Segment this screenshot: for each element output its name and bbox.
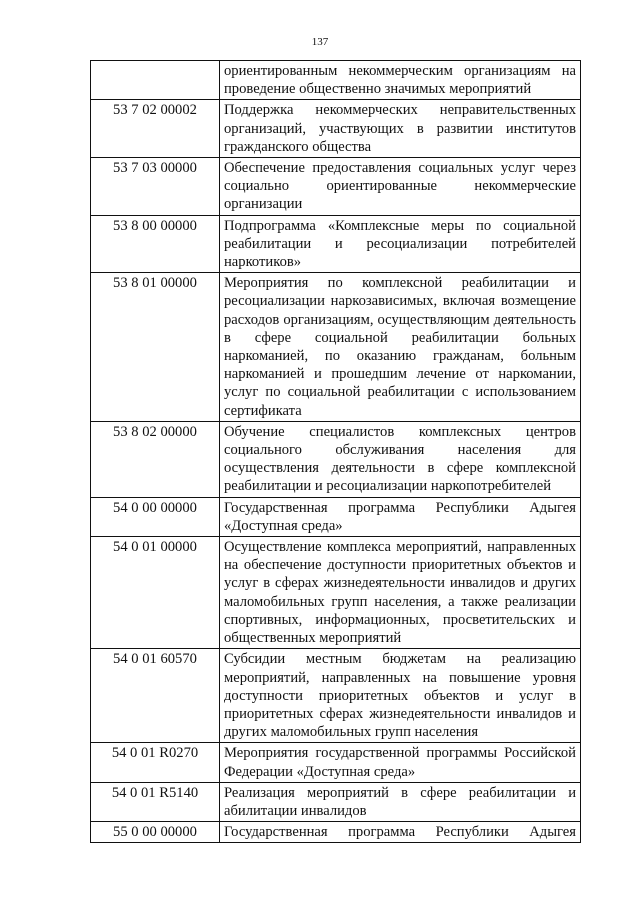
- row-code: 53 7 03 00000: [91, 158, 220, 216]
- row-description: Осуществление комплекса мероприятий, направленных на обеспечение доступности приоритетных объектов и услуг в сферах жизнедеятельности инвалидов и других маломобильных групп населения, а также реализации спортивных, информационных, просветительских и общественных мероприятий: [220, 537, 581, 649]
- budget-classification-table: [90, 60, 581, 843]
- table-row: [91, 158, 581, 216]
- table-row: [91, 421, 581, 497]
- row-description: Поддержка некоммерческих неправительственных организаций, участвующих в развитии институтов гражданского общества: [220, 100, 581, 158]
- row-description: Реализация мероприятий в сфере реабилитации и абилитации инвалидов: [220, 782, 581, 821]
- page-number: 137: [311, 36, 329, 48]
- row-description: Мероприятия государственной программы Российской Федерации «Доступная среда»: [220, 743, 581, 782]
- table-row: [91, 273, 581, 422]
- row-code: 53 7 02 00002: [91, 100, 220, 158]
- row-code: 54 0 01 R5140: [91, 782, 220, 821]
- row-description: Государственная программа Республики Адыгея «Доступная среда»: [220, 497, 581, 536]
- table-row: [91, 215, 581, 273]
- table-row: [91, 822, 581, 843]
- row-description: Обеспечение предоставления социальных услуг через социально ориентированные некоммерческие организации: [220, 158, 581, 216]
- table-row: [91, 100, 581, 158]
- row-description: Обучение специалистов комплексных центров социального обслуживания населения для осуществления деятельности в сфере комплексной реабилитации и ресоциализации наркопотребителей: [220, 421, 581, 497]
- table-row: [91, 61, 581, 100]
- table-row: [91, 537, 581, 649]
- table-row: [91, 782, 581, 821]
- row-code: 55 0 00 00000: [91, 822, 220, 843]
- row-code: 54 0 01 R0270: [91, 743, 220, 782]
- row-code: [91, 61, 220, 100]
- row-code: 53 8 02 00000: [91, 421, 220, 497]
- row-code: 53 8 01 00000: [91, 273, 220, 422]
- row-description: Мероприятия по комплексной реабилитации и ресоциализации наркозависимых, включая возмещение расходов организациям, осуществляющим деятельность в сфере социальной реабилитации больных наркоманией, по оказанию гражданам, больным наркоманией и прошедшим лечение от наркомании, услуг по социальной реабилитации с использованием сертификата: [220, 273, 581, 422]
- row-description: Подпрограмма «Комплексные меры по социальной реабилитации и ресоциализации потребителей наркотиков»: [220, 215, 581, 273]
- row-code: 54 0 00 00000: [91, 497, 220, 536]
- row-description: Субсидии местным бюджетам на реализацию мероприятий, направленных на повышение уровня доступности приоритетных объектов и услуг в приоритетных сферах жизнедеятельности инвалидов и других маломобильных групп населения: [220, 649, 581, 743]
- row-description: Государственная программа Республики Адыгея: [220, 822, 581, 843]
- row-description: ориентированным некоммерческим организациям на проведение общественно значимых мероприятий: [220, 61, 581, 100]
- table-row: [91, 649, 581, 743]
- row-code: 54 0 01 60570: [91, 649, 220, 743]
- table-row: [91, 497, 581, 536]
- table-row: [91, 743, 581, 782]
- row-code: 54 0 01 00000: [91, 537, 220, 649]
- row-code: 53 8 00 00000: [91, 215, 220, 273]
